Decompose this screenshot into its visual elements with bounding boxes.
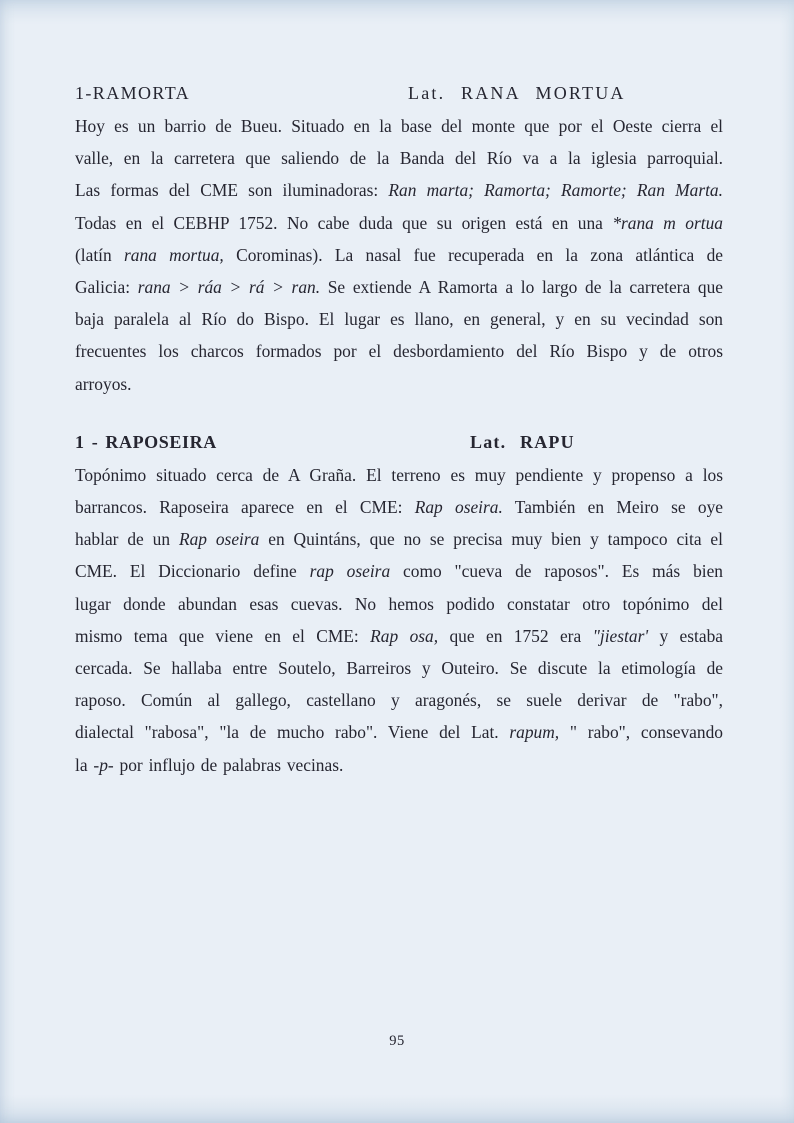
text-line [75, 620, 723, 652]
section-heading [75, 77, 723, 110]
text-run: (latín [75, 244, 125, 265]
text-run: arroyos. [75, 373, 132, 394]
italic-text-run: "jiestar' [592, 625, 649, 646]
italic-text-run: -p- [93, 754, 114, 775]
text-line [75, 684, 723, 716]
text-line [75, 588, 723, 620]
text-line [75, 555, 723, 587]
entry-title: 1 - RAPOSEIRA [75, 431, 217, 452]
italic-text-run: rana > ráa > rá > ran. [137, 277, 321, 298]
text-run: y estaba [648, 625, 723, 646]
latin-etymon: Lat. RAPU [470, 431, 575, 452]
italic-text-run: rapum, [509, 722, 560, 743]
text-line [75, 110, 723, 142]
text-line [75, 239, 723, 271]
text-run: lugar donde abundan esas cuevas. No hemos podido constatar otro topónimo del [75, 593, 723, 614]
text-run: frecuentes los charcos formados por el desbordamiento del Río Bispo y de otros [75, 341, 723, 362]
text-line [75, 207, 723, 239]
text-line [75, 368, 723, 400]
text-line [75, 652, 723, 684]
section-paragraph [75, 110, 723, 400]
text-run: Corominas). La nasal fue recuperada en la zona atlántica de [223, 244, 723, 265]
text-line [75, 142, 723, 174]
text-run: Topónimo situado cerca de A Graña. El terreno es muy pendiente y propenso a los [75, 464, 723, 485]
italic-text-run: Rap oseira [178, 529, 260, 550]
text-run: Se extiende A Ramorta a lo largo de la carretera que [320, 277, 723, 298]
page-content [75, 77, 723, 781]
text-line [75, 335, 723, 367]
text-run: raposo. Común al gallego, castellano y aragonés, se suele derivar de "rabo", [75, 690, 723, 711]
entry-title: 1-RAMORTA [75, 83, 191, 103]
italic-text-run: rana mortua, [124, 244, 224, 265]
text-run: valle, en la carretera que saliendo de la Banda del Río va a la iglesia parroquial. [75, 148, 723, 169]
text-line [75, 303, 723, 335]
text-line [75, 459, 723, 491]
text-line [75, 271, 723, 303]
text-run: baja paralela al Río do Bispo. El lugar es llano, en general, y en su vecindad son [75, 309, 723, 330]
section-ramorta [75, 77, 723, 400]
latin-etymon: Lat. RANA MORTUA [408, 83, 626, 103]
text-line [75, 523, 723, 555]
text-line [75, 491, 723, 523]
text-line [75, 716, 723, 748]
text-run: en Quintáns, que no se precisa muy bien y tampoco cita el [259, 529, 723, 550]
text-run: que en 1752 era [438, 625, 593, 646]
text-run: Galicia: [75, 277, 138, 298]
italic-text-run: *rana m ortua [612, 212, 723, 233]
text-run: Todas en el CEBHP 1752. No cabe duda que su origen está en una [75, 212, 613, 233]
italic-text-run: Rap oseira. [414, 497, 503, 518]
text-run: También en Meiro se oye [502, 497, 723, 518]
text-run: Hoy es un barrio de Bueu. Situado en la base del monte que por el Oeste cierra el [75, 116, 723, 136]
text-run: Las formas del CME son iluminadoras: [75, 180, 389, 201]
italic-text-run: Rap osa, [370, 625, 439, 646]
text-line [75, 749, 723, 781]
text-run: la [75, 754, 94, 775]
text-run: por influjo de palabras vecinas. [113, 754, 344, 775]
text-run: cercada. Se hallaba entre Soutelo, Barreiros y Outeiro. Se discute la etimología de [75, 658, 723, 679]
text-run: mismo tema que viene en el CME: [75, 625, 371, 646]
text-run: dialectal "rabosa", "la de mucho rabo". Viene del Lat. [75, 722, 510, 743]
section-raposeira [75, 426, 723, 781]
section-paragraph [75, 459, 723, 781]
italic-text-run: rap oseira [309, 561, 391, 582]
text-run: hablar de un [75, 529, 179, 550]
text-run: como "cueva de raposos". Es más bien [390, 561, 724, 582]
text-line [75, 174, 723, 206]
text-run: CME. El Diccionario define [75, 561, 310, 582]
text-run: barrancos. Raposeira aparece en el CME: [75, 497, 415, 518]
page-number: 95 [389, 1033, 405, 1049]
section-heading [75, 426, 723, 459]
italic-text-run: Ran marta; Ramorta; Ramorte; Ran Marta. [388, 180, 723, 201]
text-run: " rabo", consevando [559, 722, 723, 743]
